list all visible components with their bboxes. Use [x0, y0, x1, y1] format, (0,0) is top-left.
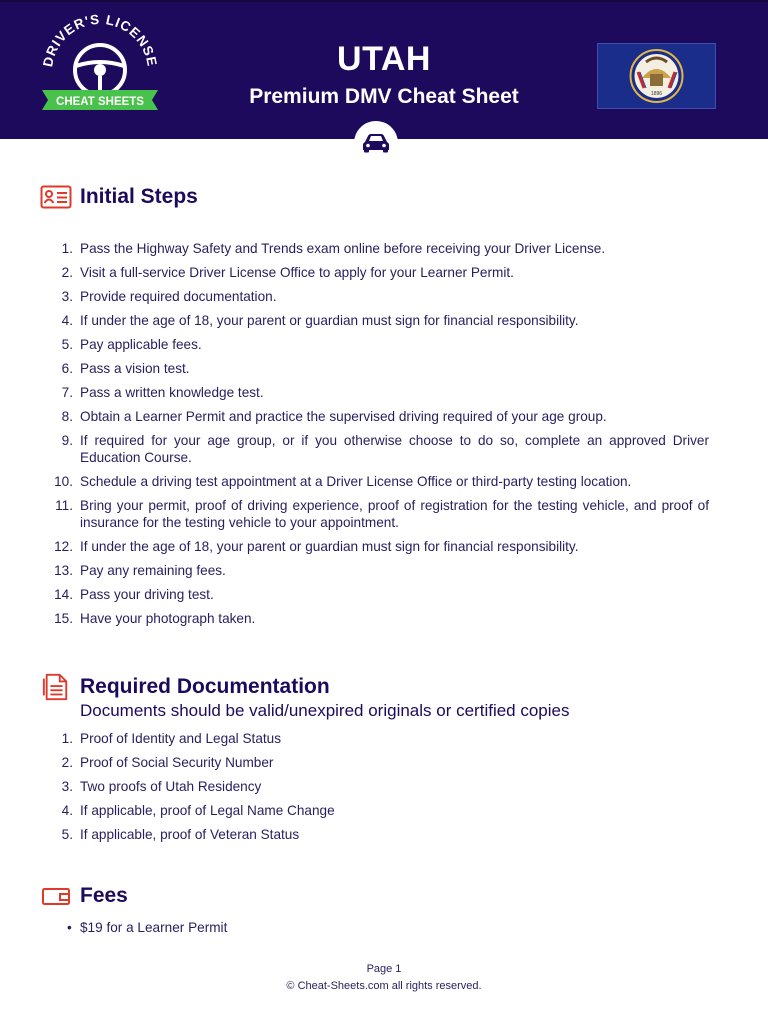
fees-title: Fees [80, 884, 128, 907]
copyright-notice: © Cheat-Sheets.com all rights reserved. [286, 980, 482, 992]
initial-steps-title: Initial Steps [80, 185, 198, 208]
document-icon [40, 673, 72, 701]
utah-flag-icon [597, 43, 716, 109]
initial-steps-heading [40, 182, 198, 212]
initial-steps-list [0, 240, 768, 634]
required-documentation-subtitle: Documents should be valid/unexpired originals or certified copies [80, 701, 570, 720]
list-item: 13. Pay any remaining fees. [54, 563, 226, 578]
id-card-icon [40, 183, 72, 211]
required-documentation-heading [40, 672, 330, 702]
list-item: 7. Pass a written knowledge test. [61, 385, 264, 400]
list-item: 3. Two proofs of Utah Residency [61, 779, 262, 794]
list-item: 4. If applicable, proof of Legal Name Change [61, 803, 335, 818]
wallet-icon [40, 882, 72, 910]
list-item: 4. If under the age of 18, your parent or guardian must sign for financial responsibility. [61, 313, 579, 328]
list-item: 5. Pay applicable fees. [61, 337, 202, 352]
list-item: 1. Pass the Highway Safety and Trends exam online before receiving your Driver License. [61, 241, 606, 256]
list-item: 2. Visit a full-service Driver License Office to apply for your Learner Permit. [61, 265, 514, 280]
list-item: 2. Proof of Social Security Number [61, 755, 274, 770]
fees-heading [40, 881, 128, 911]
list-item: 14. Pass your driving test. [54, 587, 214, 602]
list-item: 15. Have your photograph taken. [54, 611, 256, 626]
logo-banner-text: CHEAT SHEETS [56, 96, 144, 108]
list-item: 9. If required for your age group, or if you otherwise choose to do so, complete an approved Driver Education Course. [61, 433, 709, 465]
page-title: UTAH [337, 40, 431, 78]
list-item: 11. Bring your permit, proof of driving experience, proof of registration for the testing vehicle, and proof of insurance for the testing vehicle to your appointment. [55, 498, 709, 530]
car-badge [354, 121, 398, 165]
list-item: • $19 for a Learner Permit [67, 920, 228, 935]
page-number: Page 1 [366, 963, 402, 975]
list-item: 12. If under the age of 18, your parent or guardian must sign for financial responsibility. [54, 539, 579, 554]
car-icon [362, 133, 390, 153]
flag-year: 1896 [650, 91, 663, 97]
required-documentation-title: Required Documentation [80, 675, 330, 698]
fees-list [0, 919, 227, 943]
page-header [0, 0, 768, 139]
required-documentation-list [0, 730, 768, 850]
list-item: 10. Schedule a driving test appointment at a Driver License Office or third-party testing location. [54, 474, 632, 489]
list-item: 3. Provide required documentation. [61, 289, 277, 304]
logo-arc-text: DRIVER'S LICENSE [40, 11, 160, 69]
list-item: 6. Pass a vision test. [61, 361, 190, 376]
page-subtitle: Premium DMV Cheat Sheet [249, 85, 519, 108]
list-item: 1. Proof of Identity and Legal Status [61, 731, 282, 746]
list-item: 8. Obtain a Learner Permit and practice the supervised driving required of your age group. [61, 409, 607, 424]
list-item: 5. If applicable, proof of Veteran Status [61, 827, 300, 842]
